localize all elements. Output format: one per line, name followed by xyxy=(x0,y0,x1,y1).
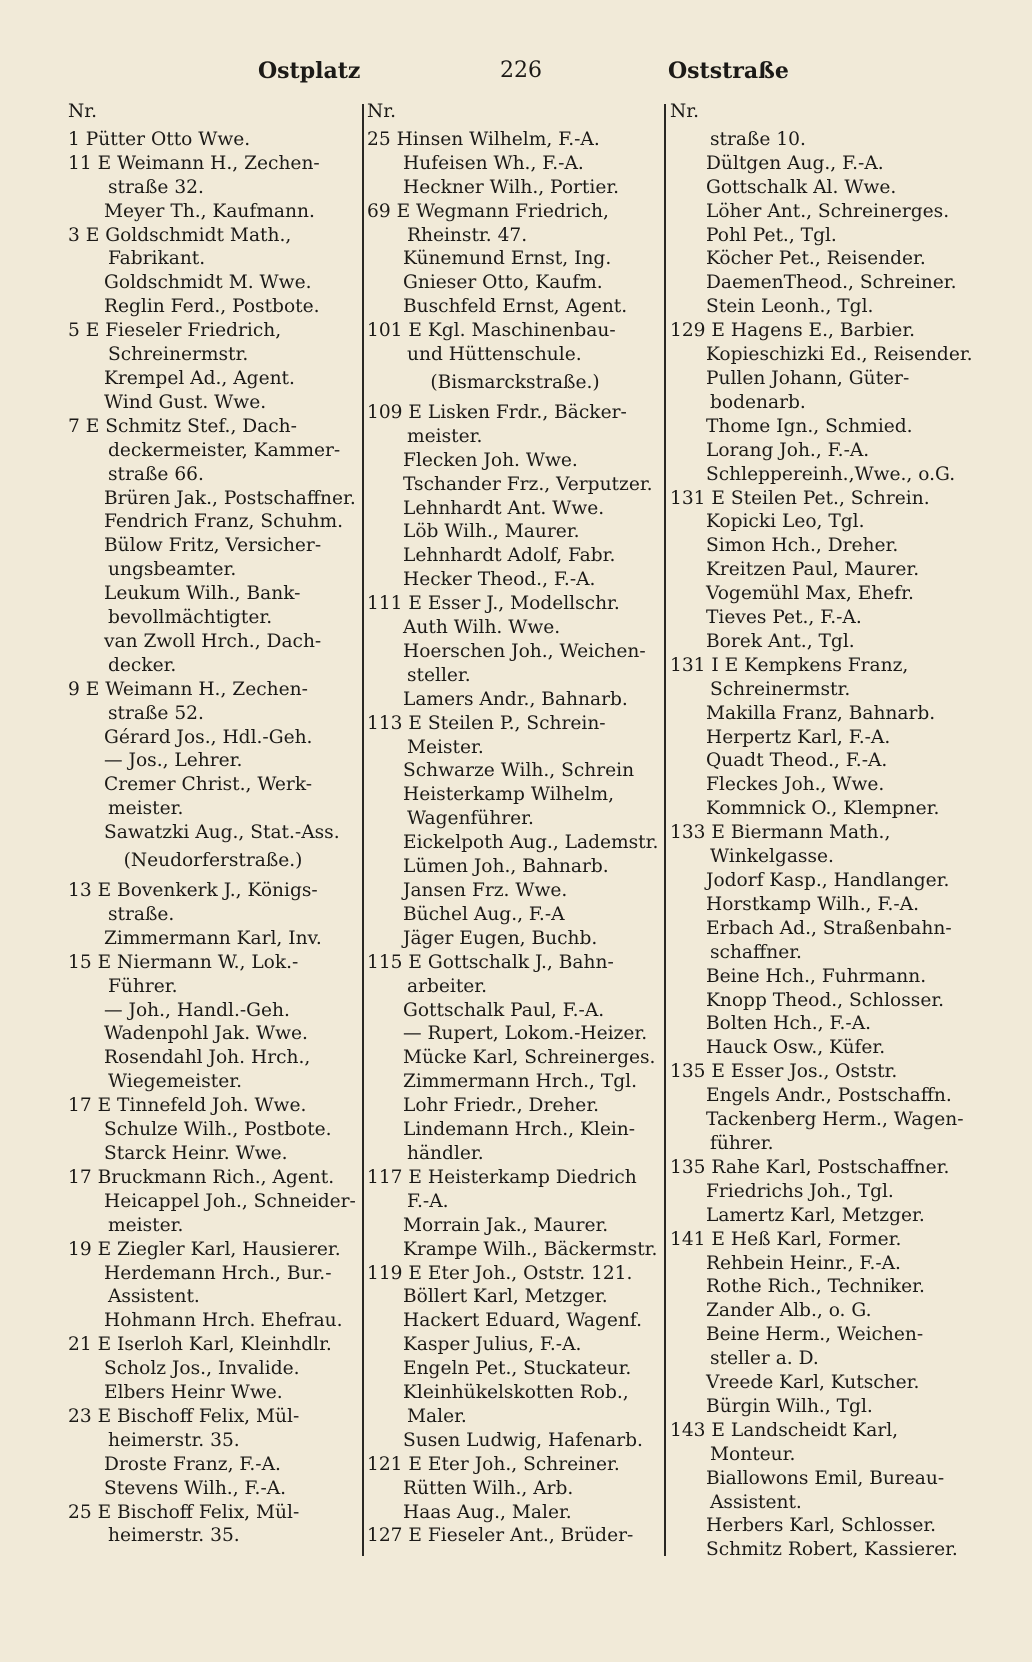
directory-entry-line: 9 E Weimann H., Zechen- xyxy=(68,678,308,700)
directory-entry-line: steller. xyxy=(407,664,471,686)
directory-entry-line: händler. xyxy=(407,1142,484,1164)
directory-entry-line: Hoerschen Joh., Weichen- xyxy=(403,640,646,662)
directory-entry-line: 13 E Bovenkerk J., Königs- xyxy=(68,880,318,901)
directory-entry-line: Herbers Karl, Schlosser. xyxy=(706,1515,937,1537)
directory-entry-line: Zander Alb., o. G. xyxy=(706,1300,872,1322)
directory-entry-line: Biallowons Emil, Bureau- xyxy=(706,1467,945,1489)
directory-entry-line: bevollmächtigter. xyxy=(108,607,273,629)
directory-entry-line: Jäger Eugen, Buchb. xyxy=(403,927,598,949)
directory-entry-line: Hohmann Hrch. Ehefrau. xyxy=(104,1310,343,1332)
directory-entry-line: DaemenTheod., Schreiner. xyxy=(706,272,957,294)
directory-entry-line: Krempel Ad., Agent. xyxy=(104,367,295,389)
directory-entry-line: 115 E Gottschalk J., Bahn- xyxy=(367,951,614,973)
directory-entry-line: Mücke Karl, Schreinerges. xyxy=(403,1047,656,1069)
header-right-street: Oststraße xyxy=(668,58,789,84)
directory-entry-line: Erbach Ad., Straßenbahn- xyxy=(706,917,952,939)
directory-entry-line: Sawatzki Aug., Stat.-Ass. xyxy=(104,822,340,844)
directory-entry-line: Susen Ludwig, Hafenarb. xyxy=(403,1429,643,1451)
directory-entry-line: Kasper Julius, F.-A. xyxy=(403,1334,582,1356)
directory-entry-line: Lehnhardt Ant. Wwe. xyxy=(403,497,605,519)
directory-entry-line: 135 Rahe Karl, Postschaffner. xyxy=(670,1156,950,1178)
directory-entry-line: Morrain Jak., Maurer. xyxy=(403,1214,609,1236)
directory-entry-line: Wiegemeister. xyxy=(108,1071,242,1093)
directory-entry-line: Löher Ant., Schreinerges. xyxy=(706,200,950,222)
directory-entry-line: Pohl Pet., Tgl. xyxy=(706,224,837,246)
directory-entry-line: Kreitzen Paul, Maurer. xyxy=(706,559,920,581)
directory-entry-line: Gnieser Otto, Kaufm. xyxy=(403,272,603,294)
directory-entry-line: Bülow Fritz, Versicher- xyxy=(104,535,322,557)
directory-entry-line: Scholz Jos., Invalide. xyxy=(104,1358,300,1380)
directory-entry-line: — Rupert, Lokom.-Heizer. xyxy=(403,1023,648,1045)
directory-entry-line: steller a. D. xyxy=(710,1348,819,1370)
directory-entry-line: 7 E Schmitz Stef., Dach- xyxy=(68,415,297,437)
directory-entry-line: 11 E Weimann H., Zechen- xyxy=(68,152,320,174)
directory-entry-line: Kleinhükelskotten Rob., xyxy=(403,1382,629,1404)
directory-entry-line: Assistent. xyxy=(710,1491,802,1513)
directory-entry-line: Goldschmidt M. Wwe. xyxy=(104,272,312,294)
directory-entry-line: führer. xyxy=(710,1132,774,1154)
directory-entry-line: 21 E Iserloh Karl, Kleinhdlr. xyxy=(68,1334,332,1356)
directory-entry-line: Schmitz Robert, Kassierer. xyxy=(706,1539,958,1561)
directory-entry-line: arbeiter. xyxy=(407,975,488,997)
directory-entry-line: Haas Aug., Maler. xyxy=(403,1501,572,1523)
directory-entry-line: 101 E Kgl. Maschinenbau- xyxy=(367,320,616,342)
directory-entry-line: meister. xyxy=(407,425,483,447)
directory-entry-line: Gérard Jos., Hdl.-Geh. xyxy=(104,726,313,748)
directory-entry-line: Heisterkamp Wilhelm, xyxy=(403,784,615,806)
directory-entry-line: Jodorf Kasp., Handlanger. xyxy=(706,870,950,891)
directory-entry-line: Kopicki Leo, Tgl. xyxy=(706,511,865,533)
directory-entry-line: deckermeister, Kammer- xyxy=(108,439,341,461)
directory-entry-line: Kopieschizki Ed., Reisender. xyxy=(706,344,973,366)
directory-entry-line: Maler. xyxy=(407,1405,467,1427)
directory-entry-line: Friedrichs Joh., Tgl. xyxy=(706,1180,894,1202)
directory-entry-line: 141 E Heß Karl, Former. xyxy=(670,1228,902,1250)
directory-entry-line: Makilla Franz, Bahnarb. xyxy=(706,702,936,724)
directory-entry-line: Brüren Jak., Postschaffner. xyxy=(104,487,356,509)
directory-entry-line: Quadt Theod., F.-A. xyxy=(706,750,888,772)
directory-entry-line: decker. xyxy=(108,654,177,676)
directory-entry-line: Rehbein Heinr., F.-A. xyxy=(706,1252,901,1274)
directory-entry-line: 25 Hinsen Wilhelm, F.-A. xyxy=(367,128,600,150)
directory-entry-line: bodenarb. xyxy=(710,391,806,413)
directory-entry-line: Pullen Johann, Güter- xyxy=(706,367,910,389)
directory-entry-line: Borek Ant., Tgl. xyxy=(706,630,855,652)
directory-entry-line: Horstkamp Wilh., F.-A. xyxy=(706,893,920,915)
directory-entry-line: Böllert Karl, Metzger. xyxy=(403,1286,608,1308)
directory-entry-line: Zimmermann Karl, Inv. xyxy=(104,927,322,949)
column-divider xyxy=(664,104,666,1556)
section-heading: (Bismarckstraße.) xyxy=(430,371,600,393)
directory-entry-line: Lorang Joh., F.-A. xyxy=(706,439,870,461)
directory-entry-line: Reglin Ferd., Postbote. xyxy=(104,296,320,318)
directory-entry-line: 133 E Biermann Math., xyxy=(670,822,891,844)
directory-entry-line: Löb Wilh., Maurer. xyxy=(403,521,580,543)
directory-entry-line: van Zwoll Hrch., Dach- xyxy=(104,630,322,652)
directory-entry-line: straße 32. xyxy=(108,176,204,198)
directory-entry-line: Heicappel Joh., Schneider- xyxy=(104,1190,356,1212)
directory-entry-line: Droste Franz, F.-A. xyxy=(104,1453,281,1475)
directory-entry-line: Buschfeld Ernst, Agent. xyxy=(403,296,628,318)
directory-entry-line: Starck Heinr. Wwe. xyxy=(104,1142,288,1164)
directory-entry-line: Schwarze Wilh., Schrein xyxy=(403,760,635,782)
directory-entry-line: Rothe Rich., Techniker. xyxy=(706,1276,925,1298)
directory-entry-line: meister. xyxy=(108,1214,184,1236)
directory-entry-line: straße 10. xyxy=(710,128,806,150)
directory-entry-line: Herpertz Karl, F.-A. xyxy=(706,726,891,748)
directory-entry-line: Heckner Wilh., Portier. xyxy=(403,176,620,198)
directory-entry-line: Vreede Karl, Kutscher. xyxy=(706,1372,920,1394)
directory-entry-line: Schulze Wilh., Postbote. xyxy=(104,1119,332,1141)
directory-entry-line: Büchel Aug., F.-A xyxy=(403,903,565,925)
directory-entry-line: 127 E Fieseler Ant., Brüder- xyxy=(367,1525,634,1547)
directory-entry-line: und Hüttenschule. xyxy=(407,344,582,366)
directory-entry-line: Rütten Wilh., Arb. xyxy=(403,1477,574,1499)
directory-entry-line: Cremer Christ., Werk- xyxy=(104,774,313,796)
directory-entry-line: 111 E Esser J., Modellschr. xyxy=(367,593,620,615)
directory-entry-line: heimerstr. 35. xyxy=(108,1429,240,1451)
column-divider xyxy=(362,104,364,1556)
directory-entry-line: heimerstr. 35. xyxy=(108,1525,240,1547)
directory-entry-line: Gottschalk Al. Wwe. xyxy=(706,176,897,198)
directory-entry-line: Dültgen Aug., F.-A. xyxy=(706,152,884,174)
column-2 xyxy=(367,100,663,1570)
directory-entry-line: Beine Hch., Fuhrmann. xyxy=(706,965,927,987)
directory-entry-line: Meister. xyxy=(407,736,484,758)
directory-entry-line: Beine Herm., Weichen- xyxy=(706,1324,924,1346)
directory-entry-line: Lümen Joh., Bahnarb. xyxy=(403,856,609,878)
page-header xyxy=(0,52,1032,92)
directory-entry-line: 135 E Esser Jos., Oststr. xyxy=(670,1061,898,1083)
column-3 xyxy=(670,100,982,1570)
directory-entry-line: Lamers Andr., Bahnarb. xyxy=(403,688,628,710)
directory-entry-line: Köcher Pet., Reisender. xyxy=(706,248,926,270)
directory-entry-line: 25 E Bischoff Felix, Mül- xyxy=(68,1501,300,1523)
directory-entry-line: Stein Leonh., Tgl. xyxy=(706,296,874,318)
directory-entry-line: 3 E Goldschmidt Math., xyxy=(68,224,292,246)
directory-entry-line: 113 E Steilen P., Schrein- xyxy=(367,712,606,734)
directory-entry-line: Lohr Friedr., Dreher. xyxy=(403,1095,600,1117)
directory-entry-line: Thome Ign., Schmied. xyxy=(706,415,913,437)
directory-entry-line: Knopp Theod., Schlosser. xyxy=(706,989,945,1011)
directory-entry-line: straße 52. xyxy=(108,702,204,724)
directory-entry-line: Herdemann Hrch., Bur.- xyxy=(104,1262,332,1284)
directory-entry-line: Rheinstr. 47. xyxy=(407,224,528,246)
directory-entry-line: Wagenführer. xyxy=(407,808,534,830)
directory-entry-line: Auth Wilh. Wwe. xyxy=(403,617,561,639)
directory-entry-line: Rosendahl Joh. Hrch., xyxy=(104,1047,311,1069)
directory-entry-line: Hauck Osw., Küfer. xyxy=(706,1037,886,1059)
directory-entry-line: Schreinermstr. xyxy=(108,344,249,366)
directory-entry-line: Tschander Frz., Verputzer. xyxy=(403,473,653,495)
directory-entry-line: Wadenpohl Jak. Wwe. xyxy=(104,1023,308,1045)
column-nr-label: Nr. xyxy=(68,101,98,122)
directory-entry-line: Flecken Joh. Wwe. xyxy=(403,449,578,471)
directory-entry-line: — Jos., Lehrer. xyxy=(104,750,243,772)
directory-entry-line: Simon Hch., Dreher. xyxy=(706,535,899,557)
directory-entry-line: Eickelpoth Aug., Lademstr. xyxy=(403,832,659,854)
section-heading: (Neudorferstraße.) xyxy=(123,850,303,872)
directory-entry-line: 121 E Eter Joh., Schreiner. xyxy=(367,1453,620,1475)
directory-entry-line: 19 E Ziegler Karl, Hausierer. xyxy=(68,1238,341,1260)
column-nr-label: Nr. xyxy=(670,101,700,122)
page-number: 226 xyxy=(500,58,542,83)
directory-entry-line: straße. xyxy=(108,903,175,925)
directory-entry-line: 23 E Bischoff Felix, Mül- xyxy=(68,1405,300,1427)
directory-entry-line: 129 E Hagens E., Barbier. xyxy=(670,320,916,342)
directory-entry-line: Lindemann Hrch., Klein- xyxy=(403,1119,636,1141)
directory-entry-line: Jansen Frz. Wwe. xyxy=(403,880,568,901)
column-nr-label: Nr. xyxy=(367,101,397,122)
directory-entry-line: Assistent. xyxy=(108,1286,200,1308)
directory-entry-line: Stevens Wilh., F.-A. xyxy=(104,1477,287,1499)
column-1 xyxy=(68,100,358,1570)
directory-entry-line: Zimmermann Hrch., Tgl. xyxy=(403,1071,637,1093)
directory-entry-line: Hackert Eduard, Wagenf. xyxy=(403,1310,642,1332)
directory-entry-line: Lamertz Karl, Metzger. xyxy=(706,1204,925,1226)
directory-entry-line: Fabrikant. xyxy=(108,248,206,270)
directory-entry-line: Engeln Pet., Stuckateur. xyxy=(403,1358,632,1380)
header-left-street: Ostplatz xyxy=(258,58,361,84)
directory-entry-line: 109 E Lisken Frdr., Bäcker- xyxy=(367,401,627,423)
directory-entry-line: Kommnick O., Klempner. xyxy=(706,798,940,820)
directory-entry-line: Krampe Wilh., Bäckermstr. xyxy=(403,1238,658,1260)
directory-entry-line: Hufeisen Wh., F.-A. xyxy=(403,152,584,174)
directory-entry-line: Lehnhardt Adolf, Fabr. xyxy=(403,545,616,567)
directory-entry-line: Winkelgasse. xyxy=(710,846,834,868)
directory-entry-line: 15 E Niermann W., Lok.- xyxy=(68,951,299,973)
directory-entry-line: Fleckes Joh., Wwe. xyxy=(706,774,885,796)
directory-entry-line: 69 E Wegmann Friedrich, xyxy=(367,200,609,222)
directory-entry-line: 17 E Tinnefeld Joh. Wwe. xyxy=(68,1095,307,1117)
directory-entry-line: Monteur. xyxy=(710,1443,796,1465)
directory-entry-line: Bürgin Wilh., Tgl. xyxy=(706,1395,873,1417)
directory-entry-line: Leukum Wilh., Bank- xyxy=(104,583,301,605)
directory-entry-line: F.-A. xyxy=(407,1190,449,1212)
directory-entry-line: Hecker Theod., F.-A. xyxy=(403,569,596,591)
directory-entry-line: Tieves Pet., F.-A. xyxy=(706,607,862,629)
directory-entry-line: meister. xyxy=(108,798,184,820)
directory-entry-line: 143 E Landscheidt Karl, xyxy=(670,1419,899,1441)
directory-entry-line: Wind Gust. Wwe. xyxy=(104,391,267,413)
directory-entry-line: — Joh., Handl.-Geh. xyxy=(104,999,290,1021)
directory-entry-line: Schreinermstr. xyxy=(710,678,851,700)
directory-entry-line: 117 E Heisterkamp Diedrich xyxy=(367,1166,637,1188)
directory-entry-line: Gottschalk Paul, F.-A. xyxy=(403,999,605,1021)
directory-entry-line: straße 66. xyxy=(108,463,204,485)
directory-entry-line: Fendrich Franz, Schuhm. xyxy=(104,511,343,533)
directory-entry-line: Künemund Ernst, Ing. xyxy=(403,248,612,270)
directory-entry-line: Tackenberg Herm., Wagen- xyxy=(706,1109,964,1131)
directory-entry-line: 131 E Steilen Pet., Schrein. xyxy=(670,487,930,509)
directory-entry-line: 131 I E Kempkens Franz, xyxy=(670,654,909,676)
directory-entry-line: Schleppereinh.,Wwe., o.G. xyxy=(706,463,956,485)
directory-entry-line: 17 Bruckmann Rich., Agent. xyxy=(68,1166,335,1188)
directory-entry-line: 5 E Fieseler Friedrich, xyxy=(68,320,282,342)
directory-entry-line: Engels Andr., Postschaffn. xyxy=(706,1085,952,1107)
directory-entry-line: ungsbeamter. xyxy=(108,559,237,581)
directory-entry-line: 119 E Eter Joh., Oststr. 121. xyxy=(367,1262,633,1284)
directory-entry-line: Führer. xyxy=(108,975,178,997)
directory-entry-line: Bolten Hch., F.-A. xyxy=(706,1013,872,1035)
directory-entry-line: Meyer Th., Kaufmann. xyxy=(104,200,315,222)
directory-entry-line: schaffner. xyxy=(710,941,802,963)
directory-entry-line: 1 Pütter Otto Wwe. xyxy=(68,128,251,150)
directory-entry-line: Elbers Heinr Wwe. xyxy=(104,1382,283,1404)
directory-entry-line: Vogemühl Max, Ehefr. xyxy=(706,583,914,605)
